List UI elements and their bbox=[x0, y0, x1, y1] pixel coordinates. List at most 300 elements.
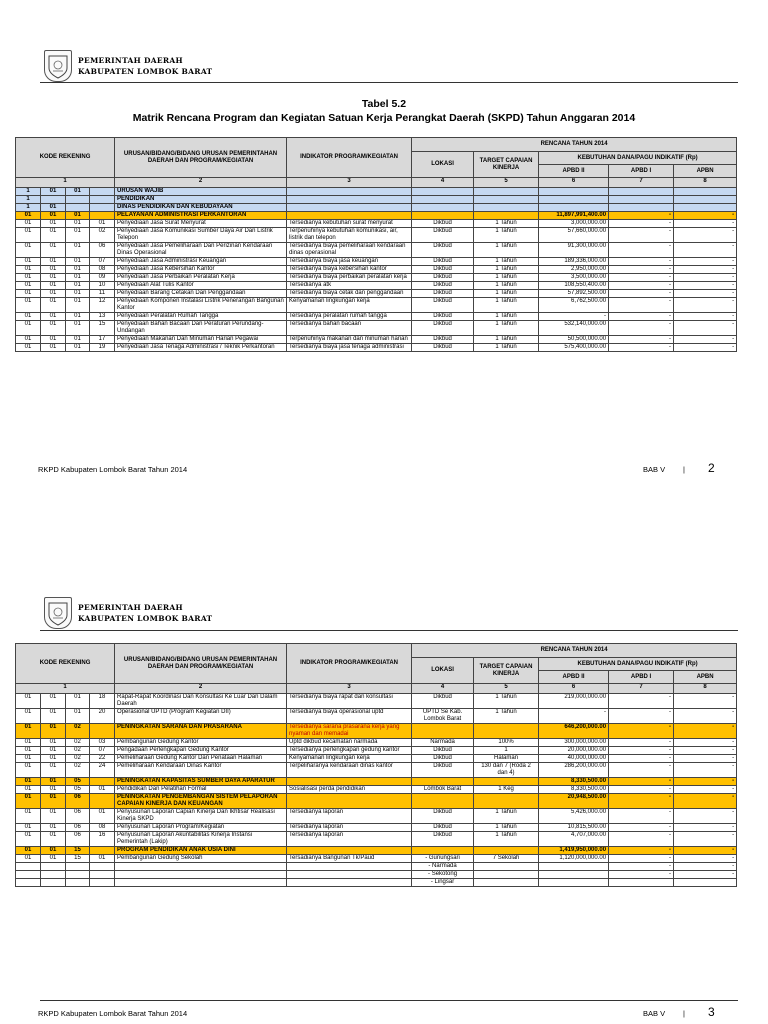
table-row bbox=[16, 694, 737, 709]
table-row bbox=[16, 228, 737, 243]
kode-cell: 01 bbox=[41, 794, 66, 809]
apbd2-cell: 5,426,000.00 bbox=[539, 809, 609, 824]
kode-cell bbox=[41, 863, 66, 871]
lokasi-cell: Dikbud bbox=[412, 228, 474, 243]
kode-cell bbox=[90, 847, 115, 855]
target-cell: 1 Tahun bbox=[474, 274, 539, 282]
apbd1-cell bbox=[609, 196, 674, 204]
urusan-cell bbox=[115, 863, 287, 871]
indikator-cell: Tersedianya peralatan rumah tangga bbox=[287, 313, 412, 321]
kode-cell: 01 bbox=[66, 258, 90, 266]
kode-cell: 01 bbox=[66, 709, 90, 724]
apbd1-cell: - bbox=[609, 724, 674, 739]
urusan-cell: Rapat-Rapat Koordinasi Dan Konsultasi Ke Luar Dan Dalam Daerah bbox=[115, 694, 287, 709]
indikator-cell: Tersedianya bahan bacaan bbox=[287, 321, 412, 336]
kode-cell: 17 bbox=[90, 336, 115, 344]
table-row bbox=[16, 832, 737, 847]
apbd1-cell: - bbox=[609, 220, 674, 228]
apbd2-cell: - bbox=[539, 709, 609, 724]
lokasi-cell: Dikbud bbox=[412, 344, 474, 352]
apbd1-cell: - bbox=[609, 282, 674, 290]
kode-cell: 01 bbox=[41, 336, 66, 344]
regency-emblem-icon bbox=[44, 50, 72, 82]
apbd1-cell: - bbox=[609, 778, 674, 786]
footer-separator: | bbox=[683, 1009, 685, 1018]
apbn-cell: - bbox=[674, 871, 737, 879]
apbd1-cell: - bbox=[609, 290, 674, 298]
footer-separator: | bbox=[683, 465, 685, 474]
kode-cell: 01 bbox=[41, 724, 66, 739]
kode-cell: 06 bbox=[66, 832, 90, 847]
indikator-cell: Tersedianya biaya rapat dan konsultasi bbox=[287, 694, 412, 709]
apbd2-cell: 532,140,000.00 bbox=[539, 321, 609, 336]
urusan-cell: Penyediaan Jasa Pemeliharaan Dan Perizinan Kendaraan Dinas Operasional bbox=[115, 243, 287, 258]
kode-cell: 06 bbox=[90, 243, 115, 258]
kode-cell: 06 bbox=[66, 794, 90, 809]
apbd2-cell: 1,419,950,000.00 bbox=[539, 847, 609, 855]
lokasi-cell: Dikbud bbox=[412, 313, 474, 321]
indikator-cell: Tersedianya kebutuhan surat menyurat bbox=[287, 220, 412, 228]
kode-cell: 01 bbox=[16, 847, 41, 855]
apbd1-cell: - bbox=[609, 809, 674, 824]
lokasi-cell: Narmada bbox=[412, 739, 474, 747]
kode-cell: 01 bbox=[41, 747, 66, 755]
apbd1-cell bbox=[609, 188, 674, 196]
table-row bbox=[16, 794, 737, 809]
apbd2-cell: 108,550,400.00 bbox=[539, 282, 609, 290]
urusan-cell: PENDIDIKAN bbox=[115, 196, 287, 204]
col-apbd1: APBD I bbox=[609, 671, 674, 684]
apbd2-cell: 575,400,000.00 bbox=[539, 344, 609, 352]
page-number: 2 bbox=[708, 461, 715, 475]
lokasi-cell bbox=[412, 847, 474, 855]
apbd1-cell: - bbox=[609, 694, 674, 709]
table-row bbox=[16, 258, 737, 266]
apbd1-cell: - bbox=[609, 274, 674, 282]
col-num: 6 bbox=[539, 178, 609, 188]
urusan-cell: Pemeliharaan Kendaraan Dinas Kantor bbox=[115, 763, 287, 778]
lokasi-cell: Dikbud bbox=[412, 274, 474, 282]
kode-cell: 01 bbox=[16, 336, 41, 344]
kode-cell bbox=[90, 212, 115, 220]
apbn-cell bbox=[674, 196, 737, 204]
kode-cell: 18 bbox=[90, 694, 115, 709]
kode-cell: 01 bbox=[41, 274, 66, 282]
apbd1-cell bbox=[609, 879, 674, 887]
apbd1-cell: - bbox=[609, 747, 674, 755]
apbn-cell: - bbox=[674, 755, 737, 763]
kode-cell: 01 bbox=[16, 724, 41, 739]
kode-cell bbox=[16, 879, 41, 887]
urusan-cell: Penyusunan Laporan Akuntabilitas Kinerja Instansi Pemerintah (Lakip) bbox=[115, 832, 287, 847]
indikator-cell: Tersedianya biaya jasa tenaga administrasi bbox=[287, 344, 412, 352]
kode-cell bbox=[16, 863, 41, 871]
kode-cell: 01 bbox=[90, 786, 115, 794]
target-cell: 1 bbox=[474, 747, 539, 755]
kode-cell bbox=[90, 188, 115, 196]
lokasi-cell bbox=[412, 204, 474, 212]
urusan-cell: Penyediaan Alat Tulis Kantor bbox=[115, 282, 287, 290]
kode-cell: 07 bbox=[90, 747, 115, 755]
urusan-cell: Penyediaan Jasa Perbaikan Peralatan Kerja bbox=[115, 274, 287, 282]
lokasi-cell: Dikbud bbox=[412, 243, 474, 258]
indikator-cell: Tersedianya biaya cetak dan penggandaan bbox=[287, 290, 412, 298]
kode-cell: 01 bbox=[16, 832, 41, 847]
apbn-cell: - bbox=[674, 336, 737, 344]
kode-cell bbox=[90, 863, 115, 871]
kode-cell: 1 bbox=[16, 188, 41, 196]
apbd2-cell: 8,330,500.00 bbox=[539, 778, 609, 786]
apbd1-cell: - bbox=[609, 709, 674, 724]
kode-cell: 01 bbox=[16, 809, 41, 824]
kode-cell: 01 bbox=[41, 220, 66, 228]
kode-cell: 09 bbox=[90, 274, 115, 282]
apbn-cell: - bbox=[674, 739, 737, 747]
urusan-cell: PENINGKATAN KAPASITAS SUMBER DAYA APARATUR bbox=[115, 778, 287, 786]
indikator-cell: Tersedianya sarana prasarana kerja yang nyaman dan memadai bbox=[287, 724, 412, 739]
urusan-cell bbox=[115, 879, 287, 887]
target-cell bbox=[474, 196, 539, 204]
footer-title: RKPD Kabupaten Lombok Barat Tahun 2014 bbox=[38, 1009, 188, 1018]
kode-cell: 19 bbox=[90, 344, 115, 352]
indikator-cell: Tersedianya biaya pemeliharaan kendaraan dinas operasional bbox=[287, 243, 412, 258]
apbn-cell: - bbox=[674, 266, 737, 274]
program-table-page1 bbox=[15, 137, 737, 352]
target-cell: 1 Tahun bbox=[474, 243, 539, 258]
kode-cell: 01 bbox=[90, 220, 115, 228]
col-num: 1 bbox=[16, 684, 115, 694]
kode-cell: 01 bbox=[16, 228, 41, 243]
col-kebutuhan: KEBUTUHAN DANA/PAGU INDIKATIF (Rp) bbox=[539, 658, 737, 671]
kode-cell: 01 bbox=[41, 321, 66, 336]
apbn-cell bbox=[674, 204, 737, 212]
kode-cell: 01 bbox=[41, 188, 66, 196]
kode-cell: 01 bbox=[16, 709, 41, 724]
header-line2: KABUPATEN LOMBOK BARAT bbox=[78, 614, 213, 623]
col-num: 1 bbox=[16, 178, 115, 188]
apbd1-cell: - bbox=[609, 243, 674, 258]
urusan-cell: Pemeliharaan Gedung Kantor Dan Penataan Halaman bbox=[115, 755, 287, 763]
kode-cell: 01 bbox=[66, 220, 90, 228]
kode-cell: 01 bbox=[41, 709, 66, 724]
urusan-cell: Operasional UPTD (Program Kegiatan DII) bbox=[115, 709, 287, 724]
kode-cell: 01 bbox=[41, 298, 66, 313]
apbd2-cell: 20,000,000.00 bbox=[539, 747, 609, 755]
apbd2-cell: 91,300,000.00 bbox=[539, 243, 609, 258]
col-num: 2 bbox=[115, 178, 287, 188]
table-row bbox=[16, 855, 737, 863]
urusan-cell: Pembangunan Gedung Kantor bbox=[115, 739, 287, 747]
page-header bbox=[44, 597, 212, 629]
kode-cell: 15 bbox=[90, 321, 115, 336]
apbd1-cell: - bbox=[609, 755, 674, 763]
footer-title: RKPD Kabupaten Lombok Barat Tahun 2014 bbox=[38, 465, 188, 474]
kode-cell: 01 bbox=[16, 344, 41, 352]
kode-cell: 01 bbox=[66, 321, 90, 336]
indikator-cell: Tersedianya laporan bbox=[287, 824, 412, 832]
kode-cell: 11 bbox=[90, 290, 115, 298]
lokasi-cell: - Lingsar bbox=[412, 879, 474, 887]
urusan-cell: Pendidikan Dan Pelatihan Formal bbox=[115, 786, 287, 794]
apbd1-cell: - bbox=[609, 739, 674, 747]
apbd1-cell: - bbox=[609, 855, 674, 863]
table-row bbox=[16, 266, 737, 274]
apbn-cell bbox=[674, 879, 737, 887]
kode-cell: 01 bbox=[16, 321, 41, 336]
kode-cell: 01 bbox=[41, 809, 66, 824]
kode-cell: 02 bbox=[66, 747, 90, 755]
apbn-cell: - bbox=[674, 694, 737, 709]
kode-cell: 01 bbox=[66, 298, 90, 313]
kode-cell: 07 bbox=[90, 258, 115, 266]
indikator-cell: Tersedianya biaya kebersihan kantor bbox=[287, 266, 412, 274]
lokasi-cell: Dikbud bbox=[412, 763, 474, 778]
col-target: TARGET CAPAIAN KINERJA bbox=[474, 152, 539, 178]
apbn-cell: - bbox=[674, 824, 737, 832]
footer-chapter: BAB V bbox=[643, 1009, 666, 1018]
apbn-cell: - bbox=[674, 274, 737, 282]
apbd1-cell: - bbox=[609, 832, 674, 847]
indikator-cell: Tersedianya perlengkapan gedung kantor bbox=[287, 747, 412, 755]
apbn-cell: - bbox=[674, 709, 737, 724]
urusan-cell: Penyediaan Jasa Surat Menyurat bbox=[115, 220, 287, 228]
urusan-cell: PENINGKATAN SARANA DAN PRASARANA bbox=[115, 724, 287, 739]
kode-cell: 01 bbox=[90, 855, 115, 863]
table-title: Matrik Rencana Program dan Kegiatan Satuan Kerja Perangkat Daerah (SKPD) Tahun Anggaran 2014 bbox=[132, 112, 636, 124]
col-apbd2: APBD II bbox=[539, 165, 609, 178]
urusan-cell: Penyediaan Jasa Kebersihan Kantor bbox=[115, 266, 287, 274]
apbn-cell: - bbox=[674, 786, 737, 794]
apbd1-cell: - bbox=[609, 321, 674, 336]
footer-chapter: BAB V bbox=[643, 465, 666, 474]
apbn-cell: - bbox=[674, 258, 737, 266]
kode-cell: 01 bbox=[16, 855, 41, 863]
kode-cell: 01 bbox=[16, 739, 41, 747]
apbn-cell: - bbox=[674, 855, 737, 863]
table-row bbox=[16, 871, 737, 879]
apbn-cell: - bbox=[674, 321, 737, 336]
apbn-cell: - bbox=[674, 228, 737, 243]
apbd2-cell bbox=[539, 204, 609, 212]
kode-cell bbox=[66, 863, 90, 871]
lokasi-cell: - Gunungsari bbox=[412, 855, 474, 863]
target-cell: 1 Tahun bbox=[474, 220, 539, 228]
indikator-cell: Uptd dikbud kecamatan narmada bbox=[287, 739, 412, 747]
kode-cell: 01 bbox=[66, 344, 90, 352]
kode-cell: 01 bbox=[16, 763, 41, 778]
apbd2-cell: 3,000,000.00 bbox=[539, 220, 609, 228]
col-num: 4 bbox=[412, 684, 474, 694]
kode-cell: 1 bbox=[16, 204, 41, 212]
page-number: 3 bbox=[708, 1005, 715, 1019]
kode-cell: 02 bbox=[66, 763, 90, 778]
urusan-cell: Penyediaan Bahan Bacaan Dan Peraturan Perundang-Undangan bbox=[115, 321, 287, 336]
kode-cell: 05 bbox=[66, 778, 90, 786]
indikator-cell bbox=[287, 778, 412, 786]
target-cell: 1 Tahun bbox=[474, 313, 539, 321]
apbd1-cell: - bbox=[609, 824, 674, 832]
apbd1-cell: - bbox=[609, 871, 674, 879]
kode-cell: 01 bbox=[66, 694, 90, 709]
lokasi-cell bbox=[412, 212, 474, 220]
apbn-cell: - bbox=[674, 344, 737, 352]
kode-cell: 01 bbox=[66, 212, 90, 220]
table-row bbox=[16, 747, 737, 755]
apbd1-cell: - bbox=[609, 763, 674, 778]
kode-cell: 01 bbox=[41, 290, 66, 298]
target-cell: 1 Tahun bbox=[474, 282, 539, 290]
lokasi-cell bbox=[412, 794, 474, 809]
kode-cell: 01 bbox=[66, 282, 90, 290]
lokasi-cell bbox=[412, 196, 474, 204]
kode-cell: 01 bbox=[41, 832, 66, 847]
kode-cell: 01 bbox=[16, 290, 41, 298]
apbd2-cell: 4,707,000.00 bbox=[539, 832, 609, 847]
target-cell: 1 Tahun bbox=[474, 824, 539, 832]
lokasi-cell: UPTD Se Kab. Lombok Barat bbox=[412, 709, 474, 724]
target-cell: 100% bbox=[474, 739, 539, 747]
apbd1-cell: - bbox=[609, 794, 674, 809]
table-row bbox=[16, 313, 737, 321]
col-num: 6 bbox=[539, 684, 609, 694]
kode-cell bbox=[90, 794, 115, 809]
apbd2-cell: 10,815,500.00 bbox=[539, 824, 609, 832]
kode-cell: 06 bbox=[66, 809, 90, 824]
col-num: 4 bbox=[412, 178, 474, 188]
apbd2-cell: 189,336,000.00 bbox=[539, 258, 609, 266]
table-row bbox=[16, 204, 737, 212]
col-apbd2: APBD II bbox=[539, 671, 609, 684]
kode-cell: 01 bbox=[16, 747, 41, 755]
col-kode: KODE REKENING bbox=[16, 138, 115, 178]
kode-cell: 01 bbox=[41, 313, 66, 321]
lokasi-cell: Dikbud bbox=[412, 809, 474, 824]
kode-cell: 01 bbox=[41, 763, 66, 778]
kode-cell: 01 bbox=[41, 266, 66, 274]
apbd2-cell: - bbox=[539, 313, 609, 321]
kode-cell: 01 bbox=[41, 847, 66, 855]
urusan-cell: Penyediaan Jasa Administrasi Keuangan bbox=[115, 258, 287, 266]
kode-cell: 01 bbox=[16, 258, 41, 266]
col-num: 8 bbox=[674, 178, 737, 188]
indikator-cell bbox=[287, 204, 412, 212]
col-urusan: URUSAN/BIDANG/BIDANG URUSAN PEMERINTAHAN DAERAH DAN PROGRAM/KEGIATAN bbox=[115, 644, 287, 684]
apbd1-cell: - bbox=[609, 298, 674, 313]
target-cell: 1 Tahun bbox=[474, 321, 539, 336]
lokasi-cell: Dikbud bbox=[412, 694, 474, 709]
table-row bbox=[16, 212, 737, 220]
lokasi-cell: Dikbud bbox=[412, 258, 474, 266]
col-num: 5 bbox=[474, 684, 539, 694]
target-cell bbox=[474, 871, 539, 879]
target-cell bbox=[474, 204, 539, 212]
indikator-cell bbox=[287, 863, 412, 871]
table-row bbox=[16, 282, 737, 290]
header-line2: KABUPATEN LOMBOK BARAT bbox=[78, 67, 213, 76]
col-kode: KODE REKENING bbox=[16, 644, 115, 684]
target-cell bbox=[474, 847, 539, 855]
apbd2-cell bbox=[539, 188, 609, 196]
apbn-cell: - bbox=[674, 863, 737, 871]
kode-cell: 01 bbox=[66, 188, 90, 196]
kode-cell bbox=[41, 871, 66, 879]
apbd2-cell bbox=[539, 863, 609, 871]
apbd1-cell: - bbox=[609, 258, 674, 266]
kode-cell: 01 bbox=[16, 313, 41, 321]
target-cell: 7 Sekolah bbox=[474, 855, 539, 863]
kode-cell: 02 bbox=[66, 755, 90, 763]
kode-cell: 01 bbox=[16, 243, 41, 258]
indikator-cell: Terpenuhinya makanan dan minuman harian bbox=[287, 336, 412, 344]
kode-cell: 01 bbox=[16, 212, 41, 220]
kode-cell: 01 bbox=[41, 243, 66, 258]
indikator-cell: Tersadianya Bangunan Tk/Paud bbox=[287, 855, 412, 863]
kode-cell bbox=[41, 196, 66, 204]
kode-cell: 15 bbox=[66, 855, 90, 863]
indikator-cell: Kenyamanan lingkungan kerja bbox=[287, 755, 412, 763]
lokasi-cell: Dikbud bbox=[412, 755, 474, 763]
apbd2-cell: 40,000,000.00 bbox=[539, 755, 609, 763]
target-cell: 1 Tahun bbox=[474, 809, 539, 824]
apbd2-cell: 3,500,000.00 bbox=[539, 274, 609, 282]
kode-cell: 01 bbox=[16, 282, 41, 290]
kode-cell: 02 bbox=[66, 724, 90, 739]
col-rencana: RENCANA TAHUN 2014 bbox=[412, 138, 737, 152]
indikator-cell: Tersedianya biaya operasional uptd bbox=[287, 709, 412, 724]
target-cell: 1 Tahun bbox=[474, 228, 539, 243]
kode-cell: 08 bbox=[90, 266, 115, 274]
apbd2-cell: 286,200,000.00 bbox=[539, 763, 609, 778]
table-row bbox=[16, 879, 737, 887]
page-1 bbox=[0, 0, 768, 510]
lokasi-cell: Dikbud bbox=[412, 321, 474, 336]
apbd1-cell: - bbox=[609, 847, 674, 855]
apbn-cell: - bbox=[674, 832, 737, 847]
target-cell bbox=[474, 724, 539, 739]
target-cell: 1 Tahun bbox=[474, 344, 539, 352]
target-cell: 1 Tahun bbox=[474, 709, 539, 724]
apbn-cell: - bbox=[674, 290, 737, 298]
kode-cell: 01 bbox=[66, 290, 90, 298]
apbn-cell: - bbox=[674, 747, 737, 755]
table-row bbox=[16, 298, 737, 313]
kode-cell: 20 bbox=[90, 709, 115, 724]
table-row bbox=[16, 863, 737, 871]
kode-cell: 24 bbox=[90, 763, 115, 778]
indikator-cell bbox=[287, 212, 412, 220]
kode-cell: 01 bbox=[41, 258, 66, 266]
urusan-cell: Penyusunan Laporan Capian Kinerja Dan Ikhtisar Realisasi Kinerja SKPD bbox=[115, 809, 287, 824]
table-row bbox=[16, 786, 737, 794]
apbn-cell: - bbox=[674, 847, 737, 855]
urusan-cell: Penyediaan Komponen Instalasi Listrik Penerangan Bangunan Kantor bbox=[115, 298, 287, 313]
kode-cell: 01 bbox=[41, 739, 66, 747]
table-row bbox=[16, 220, 737, 228]
kode-cell: 01 bbox=[41, 755, 66, 763]
kode-cell: 01 bbox=[16, 266, 41, 274]
apbn-cell: - bbox=[674, 313, 737, 321]
kode-cell bbox=[90, 204, 115, 212]
lokasi-cell: Dikbud bbox=[412, 298, 474, 313]
header-line1: PEMERINTAH DAERAH bbox=[78, 603, 183, 612]
table-row bbox=[16, 755, 737, 763]
kode-cell bbox=[16, 871, 41, 879]
table-row bbox=[16, 290, 737, 298]
target-cell bbox=[474, 879, 539, 887]
apbd1-cell bbox=[609, 204, 674, 212]
apbd2-cell: 300,000,000.00 bbox=[539, 739, 609, 747]
kode-cell: 01 bbox=[41, 694, 66, 709]
